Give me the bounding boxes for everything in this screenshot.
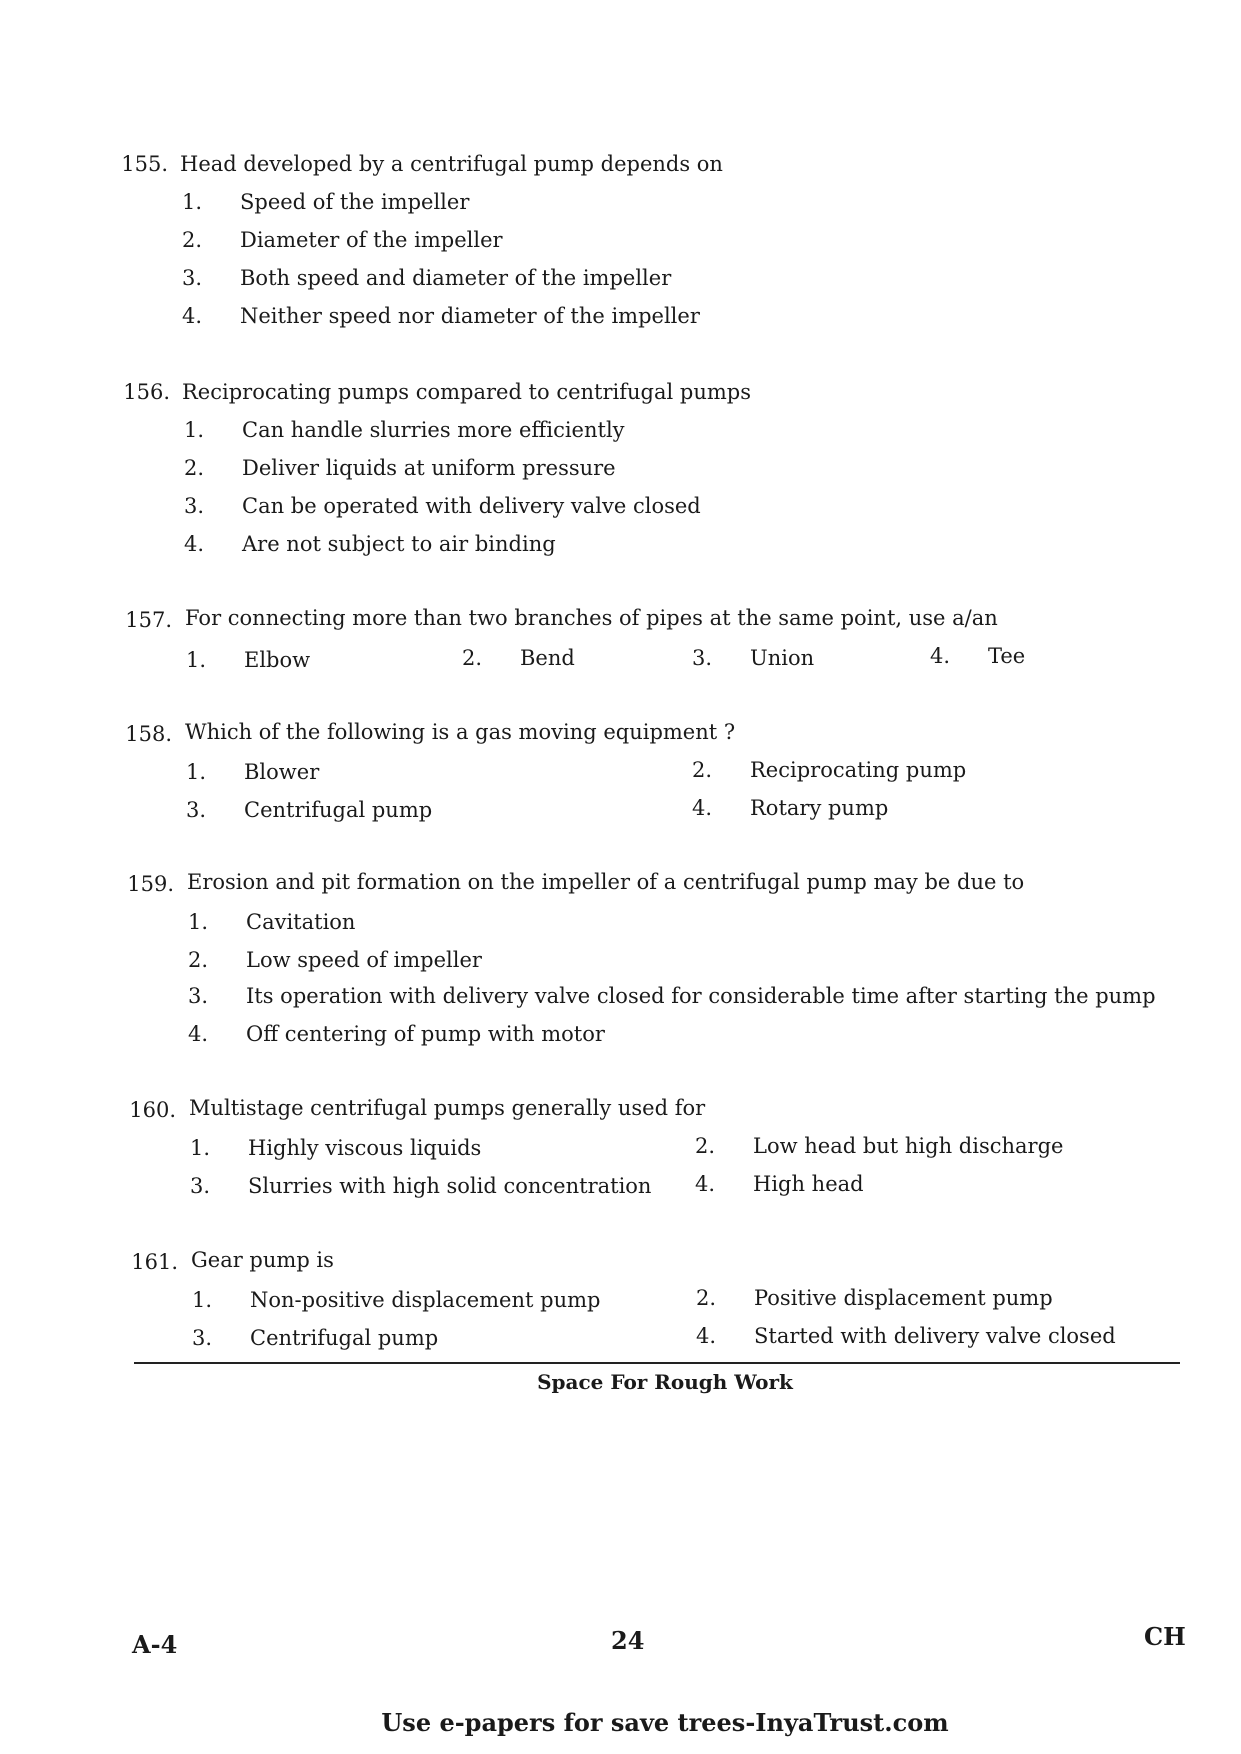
option-4: 4. Rotary pump	[692, 796, 889, 820]
option-4: 4. Off centering of pump with motor	[188, 1022, 605, 1046]
question-text: For connecting more than two branches of pipes at the same point, use a/an	[185, 606, 998, 630]
option-1: 1. Cavitation	[188, 910, 356, 934]
option-2: 2. Deliver liquids at uniform pressure	[184, 456, 616, 480]
option-2: 2. Bend	[462, 646, 575, 670]
option-3: 3. Its operation with delivery valve closed for considerable time after starting the pump	[188, 984, 1156, 1008]
question-text: Multistage centrifugal pumps generally used for	[189, 1096, 706, 1120]
rough-work-label: Space For Rough Work	[537, 1370, 793, 1394]
option-1: 1. Speed of the impeller	[182, 190, 470, 214]
option-3: 3. Can be operated with delivery valve closed	[184, 494, 701, 518]
question-text: Head developed by a centrifugal pump depends on	[180, 152, 723, 176]
option-4: 4. Tee	[930, 644, 1026, 668]
credit-line: Use e-papers for save trees-InyaTrust.com	[381, 1708, 949, 1737]
option-2: 2. Low speed of impeller	[188, 948, 482, 972]
question-number: 158.	[125, 722, 172, 746]
question-text: Erosion and pit formation on the impeller of a centrifugal pump may be due to	[187, 870, 1025, 894]
option-4: 4. Neither speed nor diameter of the impeller	[182, 304, 700, 328]
option-1: 1. Non-positive displacement pump	[192, 1288, 601, 1312]
option-1: 1. Elbow	[186, 648, 311, 672]
option-2: 2. Positive displacement pump	[696, 1286, 1053, 1310]
question-number: 159.	[127, 872, 174, 896]
option-4: 4. High head	[695, 1172, 864, 1196]
footer-series-code: A-4	[132, 1630, 178, 1659]
question-number: 161.	[131, 1250, 178, 1274]
question-text: Gear pump is	[191, 1248, 334, 1272]
option-3: 3. Union	[692, 646, 815, 670]
option-2: 2. Reciprocating pump	[692, 758, 967, 782]
option-3: 3. Slurries with high solid concentration	[190, 1174, 652, 1198]
question-number: 157.	[125, 608, 172, 632]
option-3: 3. Both speed and diameter of the impeller	[182, 266, 672, 290]
option-1: 1. Can handle slurries more efficiently	[184, 418, 625, 442]
option-1: 1. Highly viscous liquids	[190, 1136, 482, 1160]
question-number: 156.	[123, 380, 170, 404]
page-number: 24	[611, 1626, 645, 1655]
question-text: Which of the following is a gas moving equipment ?	[185, 720, 736, 744]
option-3: 3. Centrifugal pump	[186, 798, 433, 822]
footer-subject-code: CH	[1144, 1622, 1186, 1651]
question-number: 155.	[121, 152, 168, 176]
option-4: 4. Started with delivery valve closed	[696, 1324, 1116, 1348]
question-text: Reciprocating pumps compared to centrifugal pumps	[182, 380, 751, 404]
option-2: 2. Diameter of the impeller	[182, 228, 503, 252]
question-number: 160.	[129, 1098, 176, 1122]
option-3: 3. Centrifugal pump	[192, 1326, 439, 1350]
divider-line	[134, 1362, 1180, 1364]
option-1: 1. Blower	[186, 760, 320, 784]
option-2: 2. Low head but high discharge	[695, 1134, 1064, 1158]
option-4: 4. Are not subject to air binding	[184, 532, 556, 556]
